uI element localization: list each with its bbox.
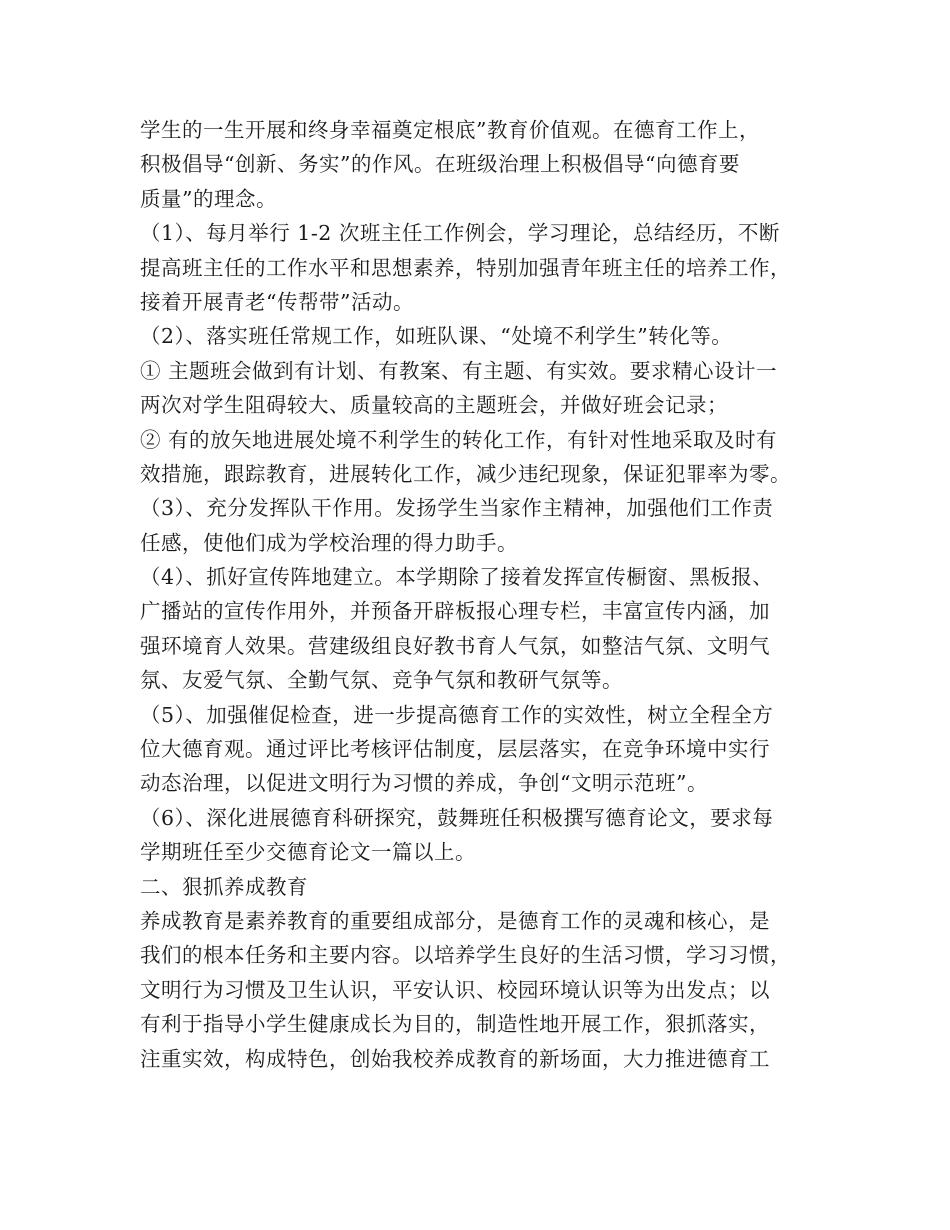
- text-line: 广播站的宣传作用外，并预备开辟板报心理专栏，丰富宣传内涵，加: [140, 599, 770, 624]
- text-line: 两次对学生阻碍较大、质量较高的主题班会，并做好班会记录；: [140, 393, 728, 418]
- text-line: 文明行为习惯及卫生认识，平安认识、校园环境认识等为出发点；以: [140, 977, 770, 1002]
- text-line: 学期班任至少交德育论文一篇以上。: [140, 840, 476, 865]
- text-line: （6）、深化进展德育科研探究，鼓舞班任积极撰写德育论文，要求每: [140, 805, 774, 830]
- text-line: 学生的一生开展和终身幸福奠定根底”教育价值观。在德育工作上，: [140, 118, 760, 142]
- text-line: 效措施，跟踪教育，进展转化工作，减少违纪现象，保证犯罪率为零。: [140, 461, 791, 486]
- text-line: 质量”的理念。: [140, 186, 277, 211]
- text-line: 氛、友爱气氛、全勤气氛、竞争气氛和教研气氛等。: [140, 668, 623, 693]
- text-line: ② 有的放矢地进展处境不利学生的转化工作，有针对性地采取及时有: [140, 427, 778, 452]
- section-heading: 二、狠抓养成教育: [140, 874, 308, 899]
- text-line: （3）、充分发挥队干作用。发扬学生当家作主精神，加强他们工作责: [140, 496, 774, 521]
- text-line: 任感，使他们成为学校治理的得力助手。: [140, 530, 518, 555]
- text-line: 强环境育人效果。营建级组良好教书育人气氛，如整洁气氛、文明气: [140, 633, 770, 658]
- text-line: 积极倡导“创新、务实”的作风。在班级治理上积极倡导“向德育要: [140, 152, 740, 177]
- text-line: 动态治理，以促进文明行为习惯的养成，争创“文明示范班”。: [140, 771, 708, 796]
- text-line: 养成教育是素养教育的重要组成部分，是德育工作的灵魂和核心，是: [140, 908, 770, 933]
- text-line: （2）、落实班任常规工作，如班队课、“处境不利学生”转化等。: [140, 324, 733, 349]
- text-line: 位大德育观。通过评比考核评估制度，层层落实，在竞争环境中实行: [140, 737, 770, 762]
- text-line: 接着开展青老“传帮带”活动。: [140, 289, 414, 314]
- text-line: （5）、加强催促检查，进一步提高德育工作的实效性，树立全程全方: [140, 702, 774, 727]
- text-line: ① 主题班会做到有计划、有教案、有主题、有实效。要求精心设计一: [140, 358, 778, 383]
- text-line: （1）、每月举行 1-2 次班主任工作例会，学习理论，总结经历，不断: [140, 221, 780, 246]
- text-line: 提高班主任的工作水平和思想素养，特别加强青年班主任的培养工作，: [140, 255, 791, 280]
- text-line: 注重实效，构成特色，创始我校养成教育的新场面，大力推进德育工: [140, 1046, 770, 1071]
- text-line: 有利于指导小学生健康成长为目的，制造性地开展工作，狠抓落实，: [140, 1012, 770, 1037]
- document-body: [140, 113, 820, 1076]
- text-line: （4）、抓好宣传阵地建立。本学期除了接着发挥宣传橱窗、黑板报、: [140, 565, 774, 590]
- text-line: 我们的根本任务和主要内容。以培养学生良好的生活习惯，学习习惯，: [140, 943, 791, 968]
